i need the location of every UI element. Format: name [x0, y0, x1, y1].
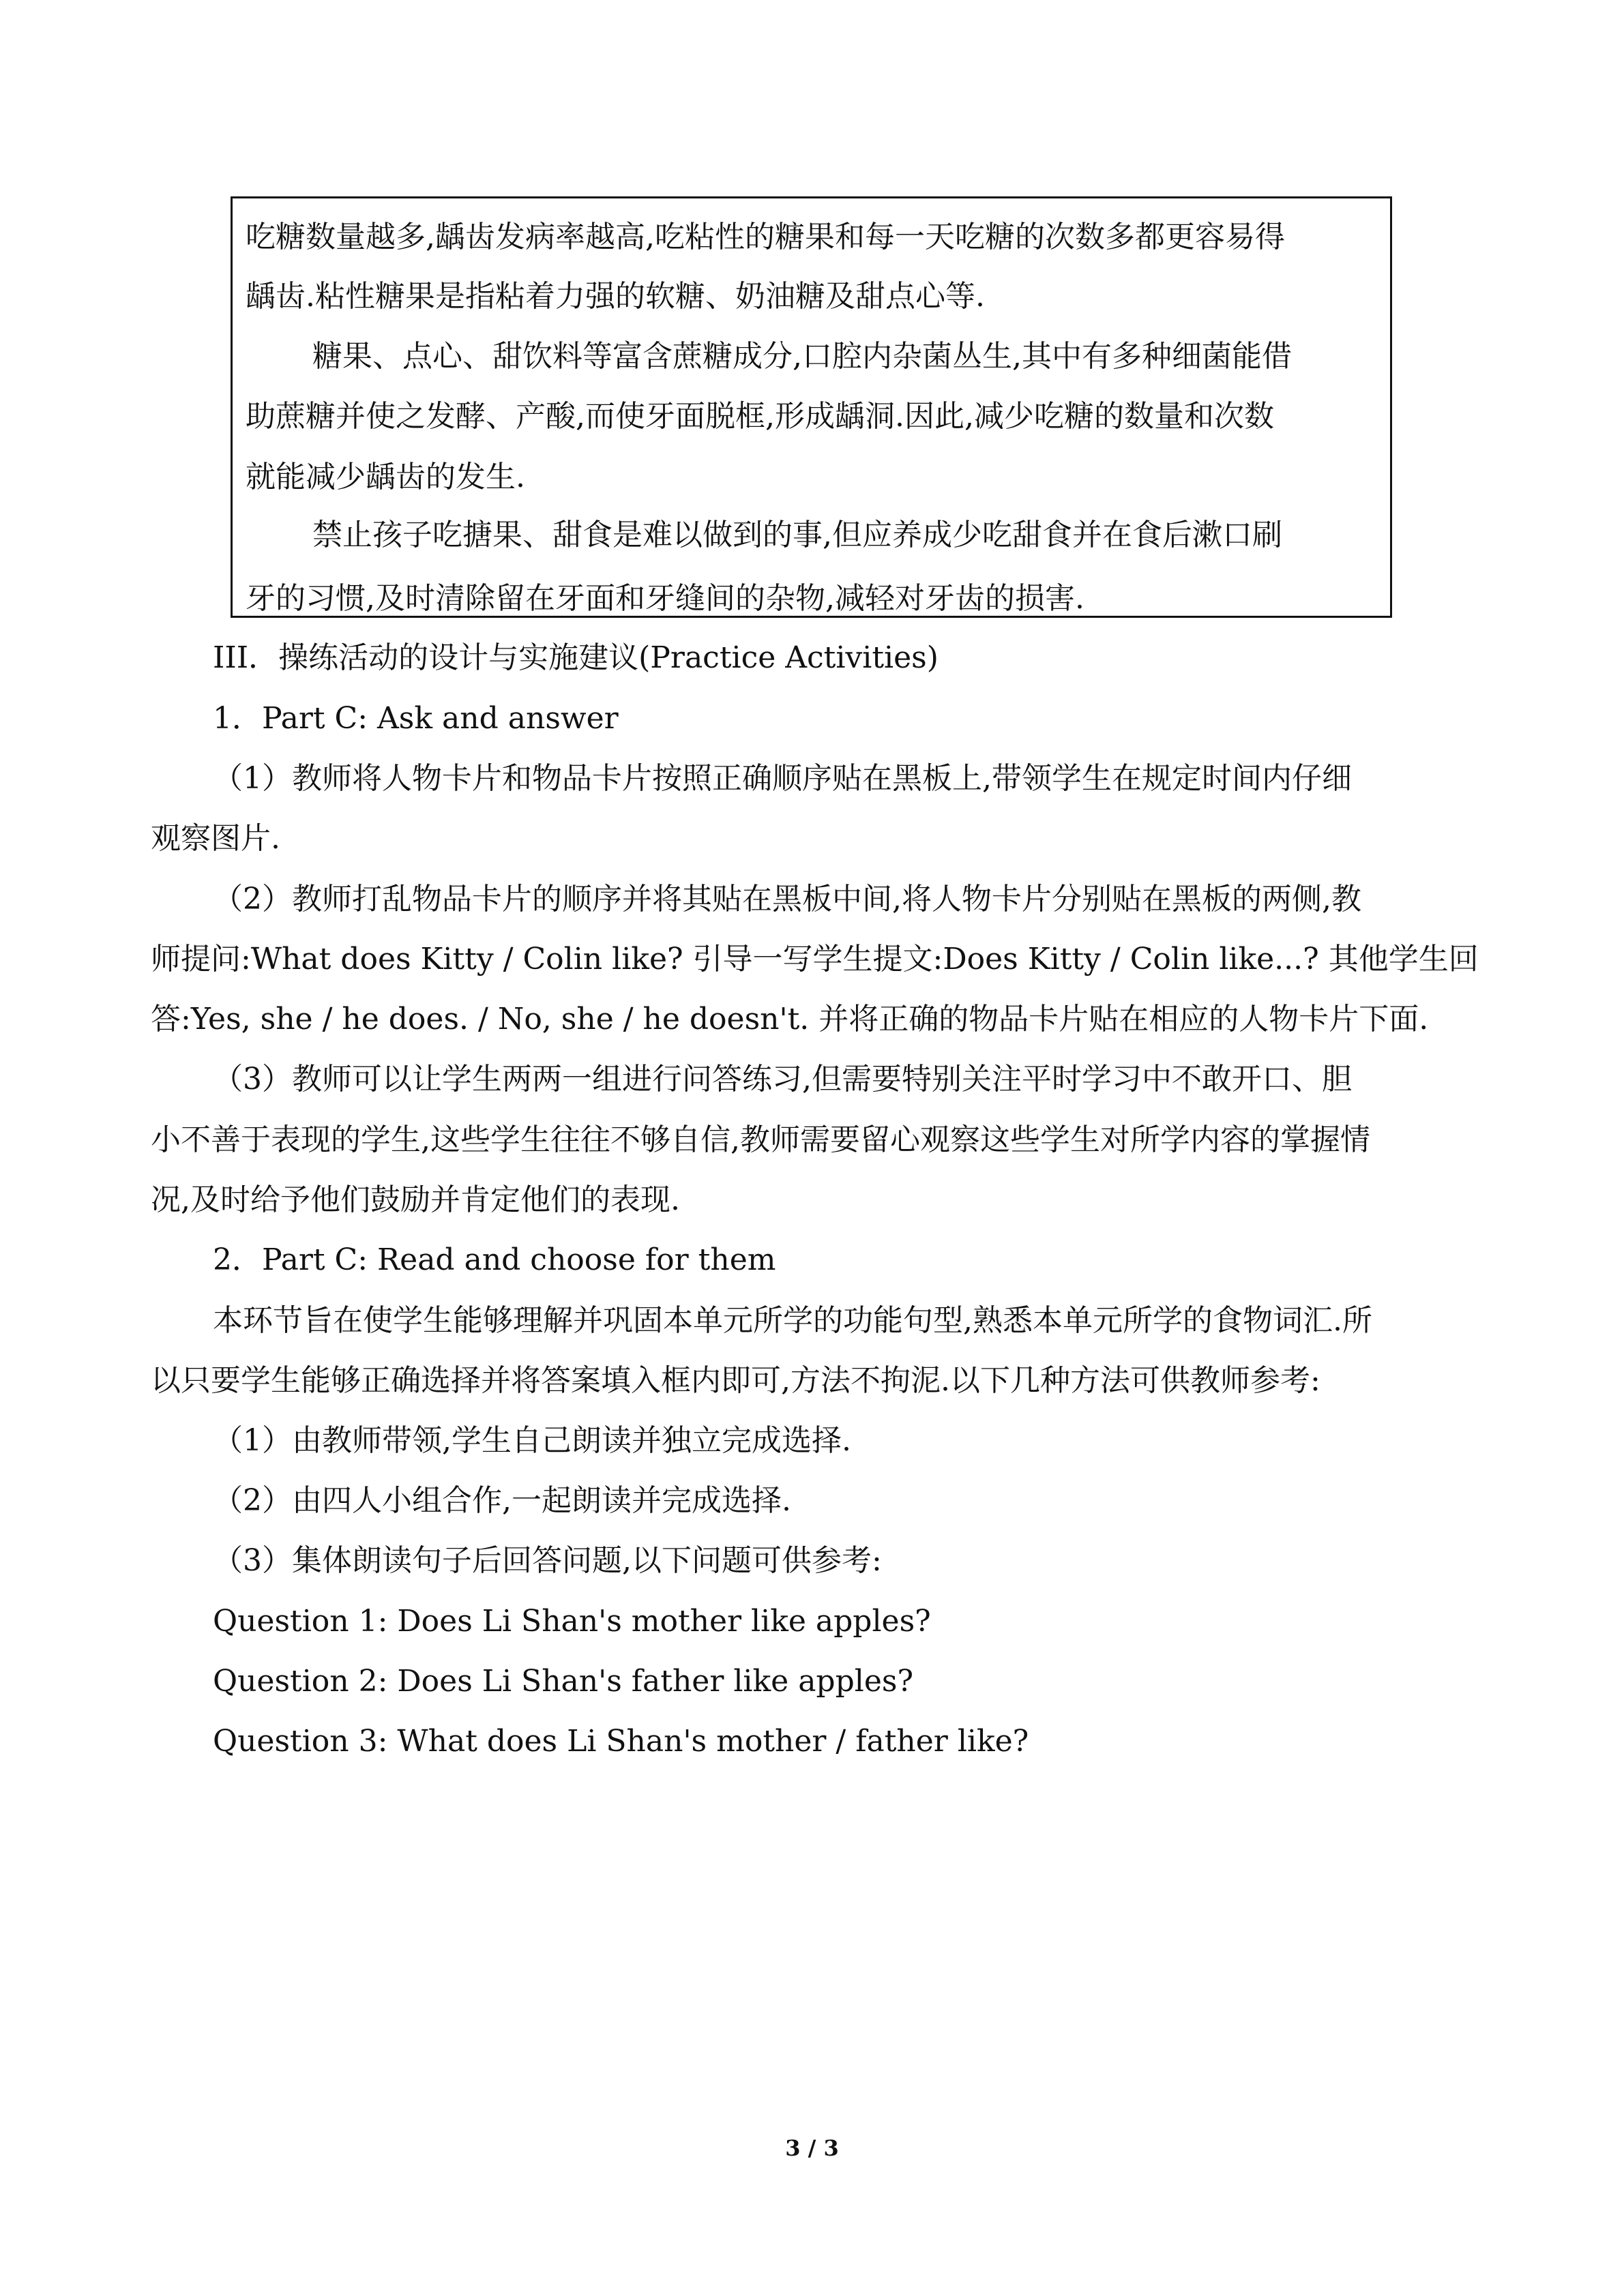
paragraph-line: 况,及时给予他们鼓励并肯定他们的表现.: [151, 1182, 680, 1217]
paragraph-line: 观察图片.: [151, 821, 280, 856]
box-line: 就能减少龋齿的发生.: [246, 460, 525, 494]
paragraph-line: 以只要学生能够正确选择并将答案填入框内即可,方法不拘泥.以下几种方法可供教师参考:: [151, 1363, 1320, 1398]
question-line: Question 1: Does Li Shan's mother like apples?: [213, 1604, 931, 1639]
part2-title: 2．Part C: Read and choose for them: [213, 1242, 776, 1277]
box-line: 牙的习惯,及时清除留在牙面和牙缝间的杂物,减轻对牙齿的损害.: [246, 581, 1084, 616]
page-number: 3 / 3: [785, 2135, 839, 2161]
question-line: Question 3: What does Li Shan's mother / father like?: [213, 1724, 1029, 1759]
paragraph-line: 答:Yes, she / he does. / No, she / he doesn't. 并将正确的物品卡片贴在相应的人物卡片下面.: [151, 1002, 1429, 1037]
question-line: Question 2: Does Li Shan's father like apples?: [213, 1664, 914, 1699]
box-line: 禁止孩子吃搪果、甜食是难以做到的事,但应养成少吃甜食并在食后漱口刷: [312, 518, 1282, 552]
part1-title: 1．Part C: Ask and answer: [213, 701, 619, 736]
paragraph-line: （1）由教师带领,学生自己朗读并独立完成选择.: [213, 1423, 851, 1458]
paragraph-line: （1）教师将人物卡片和物品卡片按照正确顺序贴在黑板上,带领学生在规定时间内仔细: [213, 761, 1352, 796]
section-heading: III．操练活动的设计与实施建议(Practice Activities): [213, 640, 939, 675]
paragraph-line: 本环节旨在使学生能够理解并巩固本单元所学的功能句型,熟悉本单元所学的食物词汇.所: [213, 1303, 1372, 1338]
paragraph-line: 师提问:What does Kitty / Colin like? 引导一写学生提文:Does Kitty / Colin like...? 其他学生回: [151, 942, 1479, 976]
paragraph-line: （3）集体朗读句子后回答问题,以下问题可供参考:: [213, 1543, 882, 1578]
box-line: 糖果、点心、甜饮料等富含蔗糖成分,口腔内杂菌丛生,其中有多种细菌能借: [312, 339, 1292, 374]
paragraph-line: （2）由四人小组合作,一起朗读并完成选择.: [213, 1483, 791, 1518]
paragraph-line: （2）教师打乱物品卡片的顺序并将其贴在黑板中间,将人物卡片分别贴在黑板的两侧,教: [213, 882, 1361, 916]
box-line: 龋齿.粘性糖果是指粘着力强的软糖、奶油糖及甜点心等.: [246, 279, 985, 314]
box-line: 吃糖数量越多,龋齿发病率越高,吃粘性的糖果和每一天吃糖的次数多都更容易得: [246, 220, 1285, 254]
box-line: 助蔗糖并使之发酵、产酸,而使牙面脱框,形成龋洞.因此,减少吃糖的数量和次数: [246, 399, 1274, 434]
paragraph-line: 小不善于表现的学生,这些学生往往不够自信,教师需要留心观察这些学生对所学内容的掌握情: [151, 1122, 1370, 1157]
paragraph-line: （3）教师可以让学生两两一组进行问答练习,但需要特别关注平时学习中不敢开口、胆: [213, 1062, 1352, 1097]
